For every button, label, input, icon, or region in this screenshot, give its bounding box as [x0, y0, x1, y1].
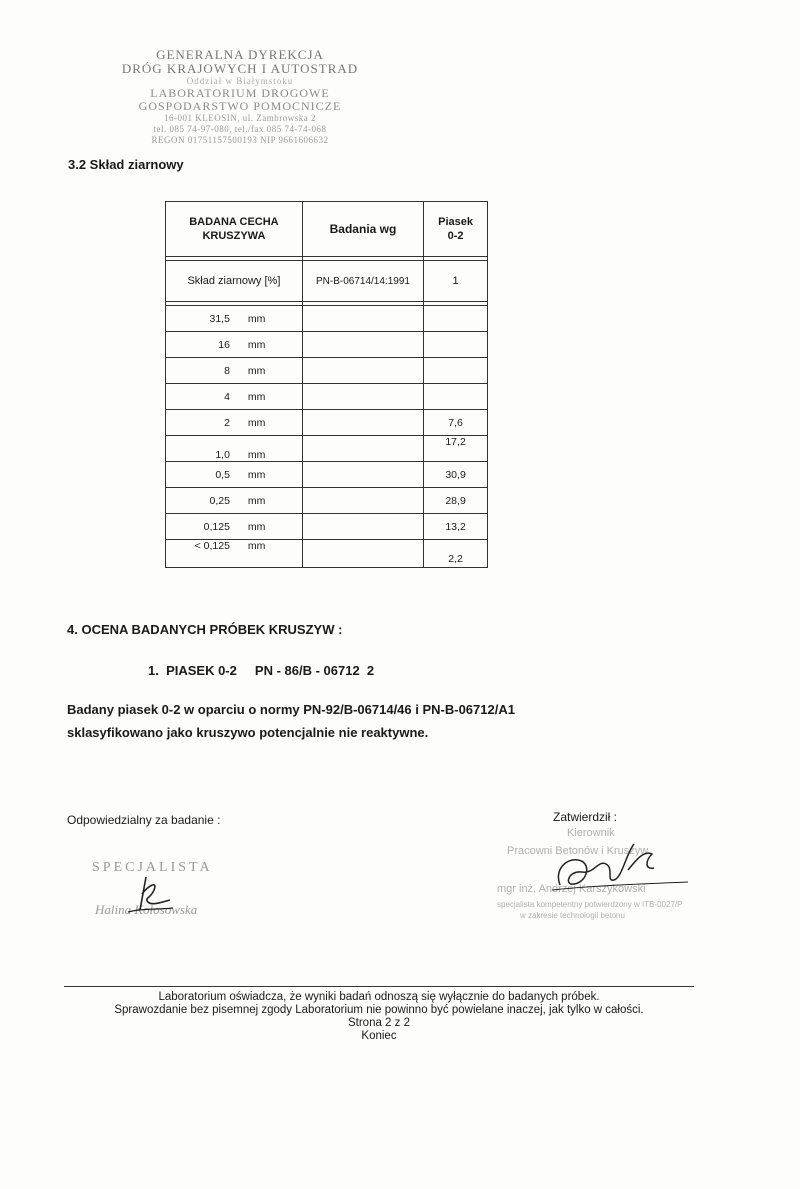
right-stamp-line: w zakresie technologii betonu: [520, 911, 625, 920]
grain-value: 30,9: [424, 462, 488, 488]
footer-line: Sprawozdanie bez pisemnej zgody Laboratorium nie powinno być powielane inaczej, jak tylko w całości.: [114, 1004, 644, 1016]
table-row: [166, 540, 488, 568]
right-stamp-line: Pracowni Betonów i Kruszyw: [507, 845, 649, 857]
sieve-size: 0,5: [215, 468, 230, 481]
footer: [64, 991, 694, 1043]
table-header: Piasek 0-2: [424, 202, 488, 257]
sieve-size: 2: [224, 416, 230, 429]
table-cell: 1: [424, 261, 488, 302]
sieve-size: 4: [224, 390, 230, 403]
sieve-size: 16: [218, 338, 230, 351]
stamp-line: REGON 01751157500193 NIP 9661606632: [151, 135, 329, 145]
table-row: [166, 514, 488, 540]
sieve-size: 0,25: [209, 494, 230, 507]
section-title-3-2: 3.2 Skład ziarnowy: [68, 157, 184, 172]
table-cell: Skład ziarnowy [%]: [166, 261, 303, 302]
grain-value: [424, 384, 488, 410]
right-stamp-line: mgr inż. Andrzej Karszykowski: [497, 883, 646, 895]
table-row: [166, 488, 488, 514]
grain-value: [424, 332, 488, 358]
sieve-unit: mm: [247, 364, 266, 377]
sieve-unit: mm: [247, 312, 266, 325]
stamp-line: Oddział w Białymstoku: [186, 76, 294, 86]
grain-value: 2,2: [424, 540, 488, 568]
sieve-size: 8: [224, 364, 230, 377]
responsible-label: Odpowiedzialny za badanie :: [67, 813, 221, 827]
sieve-unit: mm: [247, 540, 266, 552]
evaluation-text-line1: Badany piasek 0-2 w oparciu o normy PN-92/B-06714/46 i PN-B-06712/A1: [67, 702, 515, 717]
grain-value: [424, 358, 488, 384]
grain-value: 17,2: [424, 436, 488, 462]
evaluated-item: 1. PIASEK 0-2 PN - 86/B - 06712 2: [148, 663, 375, 678]
approved-label: Zatwierdził :: [553, 810, 618, 824]
sieve-unit: mm: [247, 449, 266, 461]
table-header: Badania wg: [302, 202, 423, 257]
sieve-unit: mm: [247, 390, 266, 403]
table-header: BADANA CECHA KRUSZYWA: [166, 202, 303, 257]
footer-divider: [64, 986, 694, 987]
grain-value: 13,2: [424, 514, 488, 540]
sieve-unit: mm: [247, 338, 266, 351]
table-row: [166, 436, 488, 462]
sieve-unit: mm: [247, 416, 266, 429]
left-stamp-name: Halina Kołosowska: [95, 902, 198, 917]
footer-line: Laboratorium oświadcza, że wyniki badań odnoszą się wyłącznie do badanych próbek.: [158, 991, 600, 1003]
grain-value: 28,9: [424, 488, 488, 514]
left-stamp-title: SPECJALISTA: [92, 860, 213, 875]
end-marker: Koniec: [361, 1030, 397, 1042]
sieve-size: 31,5: [209, 312, 230, 325]
stamp-line: tel. 085 74-97-080, tel./fax 085 74-74-068: [153, 124, 327, 134]
sieve-size: 1,0: [215, 449, 230, 461]
table-row: [166, 306, 488, 332]
stamp-line: 16-001 KLEOSIN, ul. Zambrowska 2: [164, 113, 316, 123]
stamp-line: GOSPODARSTWO POMOCNICZE: [138, 99, 342, 113]
right-stamp-line: Kierownik: [567, 827, 615, 839]
stamp-line: DRÓG KRAJOWYCH I AUTOSTRAD: [121, 61, 359, 76]
laboratory-stamp: [110, 48, 370, 146]
section-title-4: 4. OCENA BADANYCH PRÓBEK KRUSZYW :: [67, 622, 343, 637]
stamp-line: LABORATORIUM DROGOWE: [150, 86, 330, 100]
sieve-size: < 0,125: [194, 540, 230, 552]
sieve-size: 0,125: [203, 520, 230, 533]
page-number: Strona 2 z 2: [347, 1017, 410, 1029]
sieve-unit: mm: [247, 494, 266, 507]
stamp-line: GENERALNA DYREKCJA: [156, 47, 324, 62]
sieve-unit: mm: [247, 468, 266, 481]
right-stamp-line: specjalista kompetentny potwierdzony w ITB-0027/P: [497, 900, 683, 909]
sieve-unit: mm: [247, 520, 266, 533]
left-signature-icon: [118, 872, 178, 917]
table-row: [166, 358, 488, 384]
table-row: [166, 462, 488, 488]
grain-value: [424, 306, 488, 332]
table-cell: PN-B-06714/14:1991: [302, 261, 423, 302]
evaluation-text-line2: sklasyfikowano jako kruszywo potencjalnie nie reaktywne.: [67, 725, 429, 740]
grain-composition-table: [165, 201, 488, 568]
table-row: [166, 384, 488, 410]
table-row: [166, 332, 488, 358]
table-row: [166, 410, 488, 436]
right-signature-icon: [548, 830, 698, 900]
grain-value: 7,6: [424, 410, 488, 436]
